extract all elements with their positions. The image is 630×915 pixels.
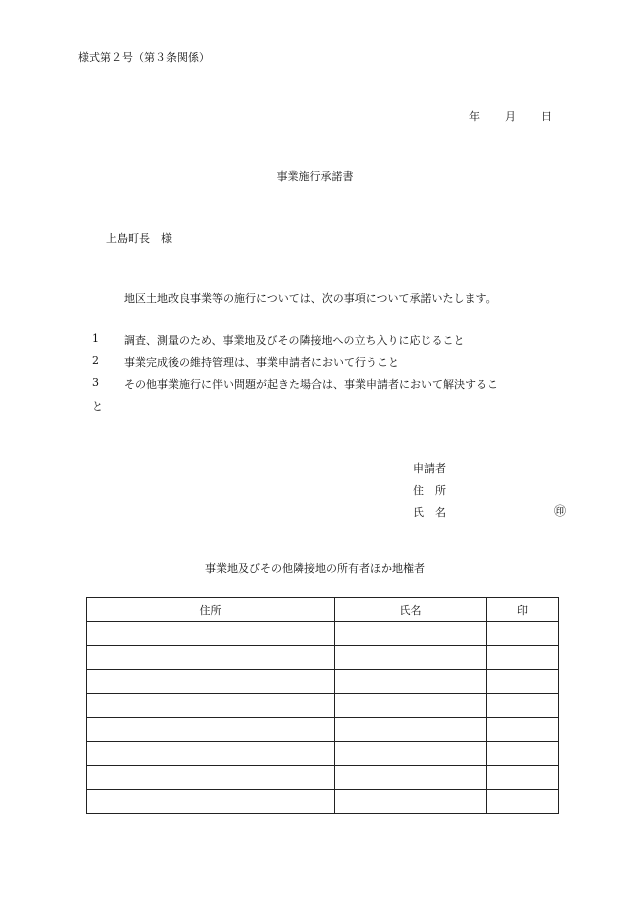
table-cell	[87, 742, 335, 766]
seal-mark: ㊞	[554, 504, 567, 518]
table-cell	[87, 670, 335, 694]
table-row	[87, 718, 559, 742]
item-text: 調査、測量のため、事業地及びその隣接地への立ち入りに応じること	[124, 334, 465, 347]
table-cell	[487, 622, 559, 646]
table-cell	[87, 766, 335, 790]
applicant-name-label: 氏 名	[413, 506, 446, 519]
table-cell	[487, 718, 559, 742]
table-cell	[487, 694, 559, 718]
table-row	[87, 646, 559, 670]
column-header-seal: 印	[487, 598, 559, 622]
table-row	[87, 742, 559, 766]
table-row	[87, 694, 559, 718]
table-cell	[487, 670, 559, 694]
table-row	[87, 790, 559, 814]
applicant-heading: 申請者	[413, 462, 446, 475]
column-header-name: 氏名	[335, 598, 487, 622]
table-cell	[87, 622, 335, 646]
table-cell	[87, 790, 335, 814]
table-cell	[335, 622, 487, 646]
document-title: 事業施行承諾書	[276, 170, 354, 183]
addressee: 上島町長 様	[106, 232, 172, 245]
date-day-label: 日	[541, 110, 552, 123]
item-text-wrap: と	[92, 400, 103, 413]
date-year-label: 年	[469, 110, 480, 123]
table-cell	[335, 718, 487, 742]
table-row	[87, 670, 559, 694]
item-number: 1	[92, 332, 99, 345]
table-row	[87, 766, 559, 790]
table-header-row	[87, 598, 559, 622]
column-header-address: 住所	[87, 598, 335, 622]
form-number: 様式第２号（第３条関係）	[78, 51, 210, 64]
item-number: 2	[92, 354, 99, 367]
table-cell	[335, 646, 487, 670]
table-cell	[87, 718, 335, 742]
table-cell	[87, 694, 335, 718]
date-month-label: 月	[505, 110, 516, 123]
table-cell	[487, 742, 559, 766]
item-number: 3	[92, 376, 99, 389]
table-cell	[487, 766, 559, 790]
table-row	[87, 622, 559, 646]
applicant-block	[413, 460, 446, 526]
table-cell	[335, 670, 487, 694]
table-cell	[335, 694, 487, 718]
owners-table	[86, 597, 559, 814]
table-cell	[87, 646, 335, 670]
table-cell	[335, 766, 487, 790]
table-cell	[487, 790, 559, 814]
table-title: 事業地及びその他隣接地の所有者ほか地権者	[205, 562, 425, 575]
applicant-address-label: 住 所	[413, 484, 446, 497]
table-cell	[487, 646, 559, 670]
table-cell	[335, 742, 487, 766]
table-cell	[335, 790, 487, 814]
intro-text: 地区土地改良事業等の施行については、次の事項について承諾いたします。	[124, 292, 497, 305]
item-text: その他事業施行に伴い問題が起きた場合は、事業申請者において解決するこ	[124, 378, 498, 391]
item-text: 事業完成後の維持管理は、事業申請者において行うこと	[124, 356, 399, 369]
